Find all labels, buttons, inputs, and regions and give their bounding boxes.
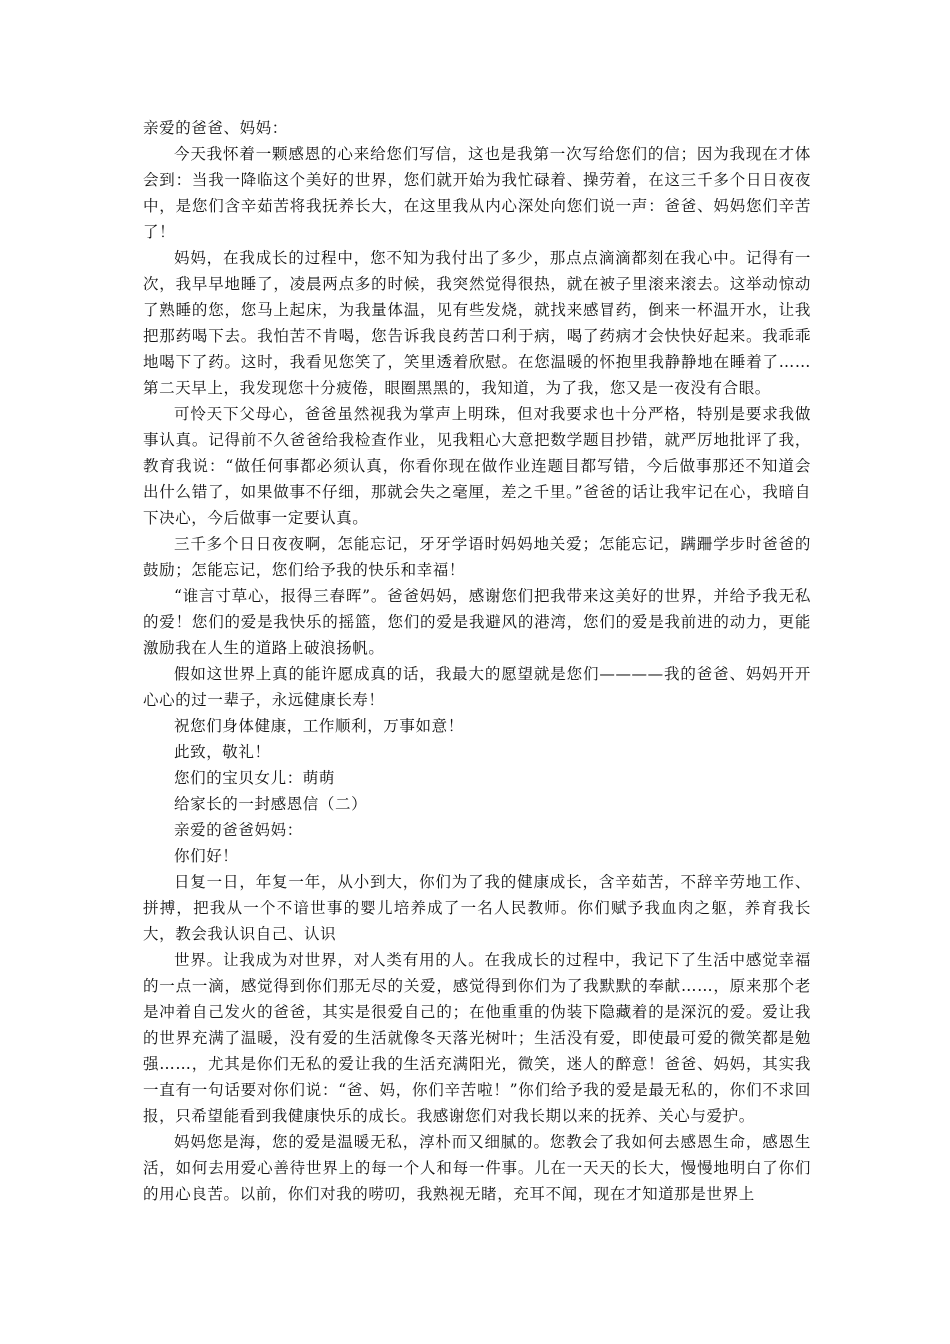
- letter-title: 给家长的一封感恩信（二）: [174, 795, 368, 813]
- paragraph: 今天我怀着一颗感恩的心来给您们写信，这也是我第一次写给您们的信；因为我现在才体会到：当我一降临这个美好的世界，您们就开始为我忙碌着、操劳着，在这三千多个日日夜夜中，是您们含辛茹苦将我抚养长大，在这里我从内心深处向您们说一声：爸爸、妈妈您们辛苦了！: [143, 145, 811, 241]
- paragraph: 日复一日，年复一年，从小到大，你们为了我的健康成长，含辛茹苦，不辞辛劳地工作、拼搏，把我从一个不谙世事的婴儿培养成了一名人民教师。你们赋予我血肉之躯，养育我长大，教会我认识自己、认识: [143, 873, 811, 943]
- paragraph: 可怜天下父母心，爸爸虽然视我为掌声上明珠，但对我要求也十分严格，特别是要求我做事认真。记得前不久爸爸给我检查作业，见我粗心大意把数学题目抄错，就严厉地批评了我，教育我说：“做任何事都必须认真，你看你现在做作业连题目都写错，今后做事那还不知道会出什么错了，如果做事不仔细，那就会失之毫厘，差之千里。”爸爸的话让我牢记在心，我暗自下决心，今后做事一定要认真。: [143, 405, 811, 527]
- paragraph: 世界。让我成为对世界，对人类有用的人。在我成长的过程中，我记下了生活中感觉幸福的一点一滴，感觉得到你们那无尽的关爱，感觉得到你们为了我默默的奉献……，原来那个老是冲着自己发火的爸爸，其实是很爱自己的；在他重重的伪装下隐藏着的是深沉的爱。爱让我的世界充满了温暖，没有爱的生活就像冬天落光树叶；生活没有爱，即使最可爱的微笑都是勉强……，尤其是你们无私的爱让我的生活充满阳光，微笑，迷人的醉意！爸爸、妈妈，其实我一直有一句话要对你们说：“爸、妈，你们辛苦啦！”你们给予我的爱是最无私的，你们不求回报，只希望能看到我健康快乐的成长。我感谢您们对我长期以来的抚养、关心与爱护。: [143, 951, 811, 1125]
- paragraph: 妈妈您是海，您的爱是温暖无私，淳朴而又细腻的。您教会了我如何去感恩生命，感恩生活，如何去用爱心善待世界上的每一个人和每一件事。儿在一天天的长大，慢慢地明白了你们的用心良苦。以前，你们对我的唠叨，我熟视无睹，充耳不闻，现在才知道那是世界上: [143, 1133, 811, 1203]
- paragraph: “谁言寸草心，报得三春晖”。爸爸妈妈，感谢您们把我带来这美好的世界，并给予我无私的爱！您们的爱是我快乐的摇篮，您们的爱是我避风的港湾，您们的爱是我前进的动力，更能激励我在人生的道路上破浪扬帆。: [143, 587, 811, 657]
- greeting-line: 你们好！: [174, 847, 239, 865]
- paragraph: 妈妈，在我成长的过程中，您不知为我付出了多少，那点点滴滴都刻在我心中。记得有一次，我早早地睡了，凌晨两点多的时候，我突然觉得很热，就在被子里滚来滚去。这举动惊动了熟睡的您，您马上起床，为我量体温，见有些发烧，就找来感冒药，倒来一杯温开水，让我把那药喝下去。我怕苦不肯喝，您告诉我良药苦口利于病，喝了药病才会快快好起来。我乖乖地喝下了药。这时，我看见您笑了，笑里透着欣慰。在您温暖的怀抱里我静静地在睡着了……第二天早上，我发现您十分疲倦，眼圈黑黑的，我知道，为了我，您又是一夜没有合眼。: [143, 249, 811, 397]
- closing-line: 此致，敬礼！: [174, 743, 271, 761]
- wishes-line: 祝您们身体健康，工作顺利，万事如意！: [174, 717, 464, 735]
- salutation: 亲爱的爸爸妈妈：: [174, 821, 303, 839]
- signature-line: 您们的宝贝女儿：萌萌: [174, 769, 336, 787]
- document-page: [143, 115, 811, 1207]
- paragraph: 假如这世界上真的能许愿成真的话，我最大的愿望就是您们————我的爸爸、妈妈开开心心的过一辈子，永远健康长寿！: [143, 665, 811, 709]
- paragraph: 三千多个日日夜夜啊，怎能忘记，牙牙学语时妈妈地关爱；怎能忘记，蹒跚学步时爸爸的鼓励；怎能忘记，您们给予我的快乐和幸福！: [143, 535, 811, 579]
- salutation: 亲爱的爸爸、妈妈：: [143, 119, 288, 137]
